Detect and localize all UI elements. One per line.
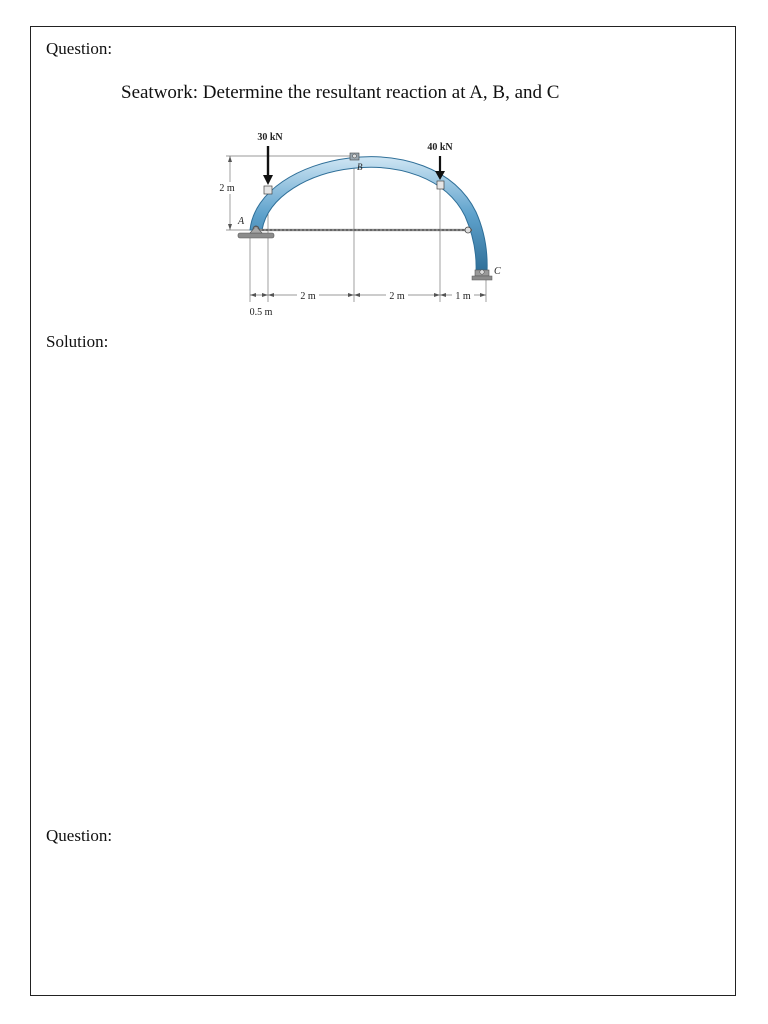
pin-b-icon — [350, 153, 359, 160]
load-arrow-left-icon — [263, 146, 273, 185]
dim-span-2-label: 2 m — [389, 291, 405, 302]
load-label-30kn: 30 kN — [257, 132, 283, 143]
load-label-40kn: 40 kN — [427, 142, 453, 153]
point-b-label: B — [357, 162, 363, 172]
pin-tie-right — [465, 227, 471, 233]
dim-span-1-label: 2 m — [300, 291, 316, 302]
question-label-2: Question: — [46, 826, 113, 845]
arch-figure — [200, 126, 520, 326]
solution-label: Solution: — [46, 332, 109, 351]
dim-offset-label: 0.5 m — [249, 307, 273, 318]
seatwork-prompt: Seatwork: Determine the resultant reaction at A, B, and C — [121, 82, 560, 103]
dim-span-3-label: 1 m — [455, 291, 471, 302]
load-block-right — [437, 181, 444, 189]
load-block-left — [264, 186, 272, 194]
support-c-icon — [472, 270, 492, 280]
arch-member — [250, 157, 487, 272]
question-label: Question: — [46, 39, 113, 58]
point-a-label: A — [238, 216, 245, 227]
point-c-label: C — [494, 266, 501, 277]
support-a-icon — [238, 226, 274, 238]
dim-height-label: 2 m — [219, 183, 235, 194]
